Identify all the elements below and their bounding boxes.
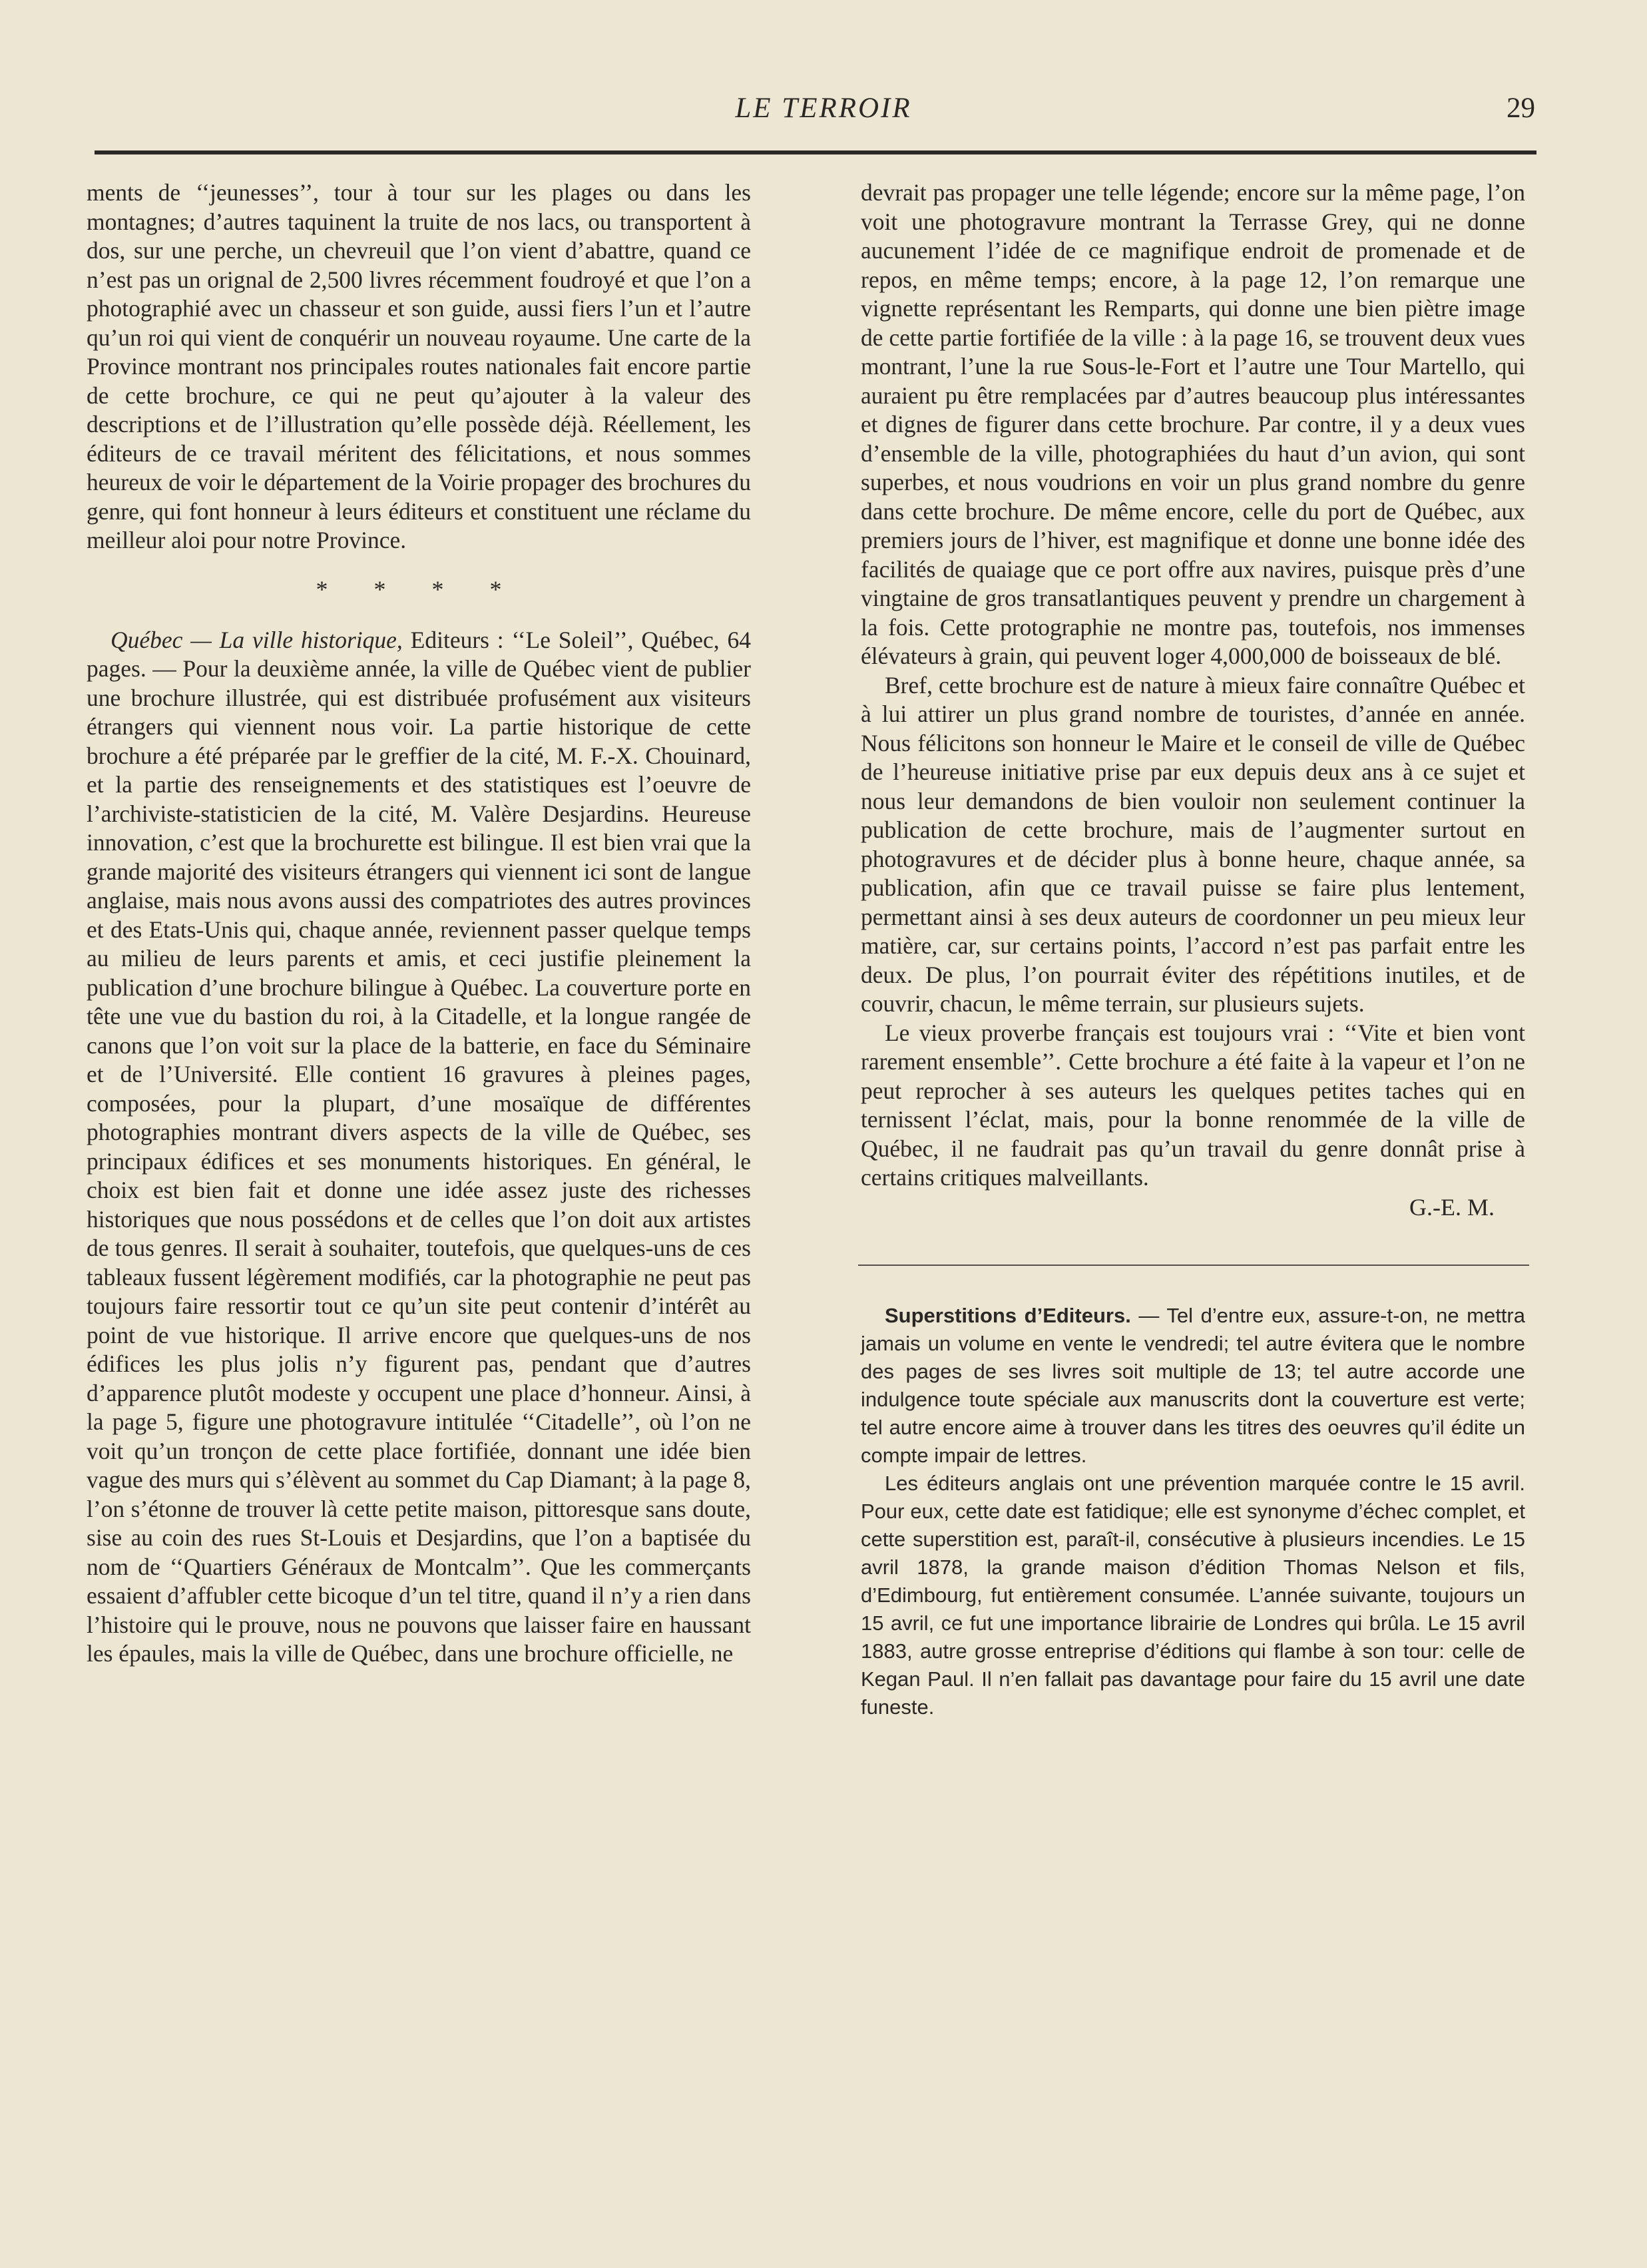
note-paragraph	[861, 1302, 1525, 1470]
proverb-paragraph: Le vieux proverbe français est toujours vrai : ‘‘Vite et bien vont rarement ensemble’’. Cette brochure a été faite à la vapeur et l’on ne peut reprocher à ses auteurs les quelques petites taches qui en ternissent l’éclat, mais, pour la bonne renommée de la ville de Québec, il ne faudrait pas qu’un travail du genre donnât prise à certains critiques malveillants.	[861, 1019, 1525, 1191]
right-column	[861, 178, 1525, 1721]
continued-paragraph: ments de ‘‘jeunesses’’, tour à tour sur les plages ou dans les montagnes; d’autres taquinent la truite de nos lacs, ou transportent à dos, sur une perche, un chevreuil que l’on vient d’abattre, quand ce n’est pas un orignal de 2,500 livres récemment foudroyé et que l’on a photographié avec un chasseur et son guide, aussi fiers l’un et l’autre qu’un roi qui vient de conquérir un nouveau royaume. Une carte de la Province montrant nos principales routes nationales fait encore partie de cette brochure, ce qui ne peut qu’ajouter à la valeur des descriptions et de l’illustration qu’elle possède déjà. Réellement, les éditeurs de ce travail méritent des félicitations, et nous sommes heureux de voir le département de la Voirie propager des brochures du genre, qui font honneur à leurs éditeurs et constituent une réclame du meilleur aloi pour notre Province.	[87, 179, 751, 553]
page-number: 29	[1507, 93, 1535, 124]
left-column	[87, 178, 751, 1669]
author-signature: G.-E. M.	[1409, 1193, 1495, 1221]
review-paragraph	[87, 626, 751, 1669]
running-header-title: LE TERROIR	[735, 93, 912, 124]
review-body: Editeurs : ‘‘Le Soleil’’, Québec, 64 pages. — Pour la deuxième année, la ville de Québec vient de publier une brochure illustrée, qui est distribuée profusément aux visiteurs étrangers qui viennent nous voir. La partie historique de cette brochure a été préparée par le greffier de la cité, M. F.-X. Chouinard, et la partie des renseignements et des statistiques est l’oeuvre de l’archiviste-statisticien de la cité, M. Valère Desjardins. Heureuse innovation, c’est que la brochurette est bilingue. Il est bien vrai que la grande majorité des visiteurs étrangers qui viennent ici sont de langue anglaise, mais nous avons aussi des compatriotes des autres provinces et des Etats-Unis qui, chaque année, reviennent passer quelque temps au milieu de leurs parents et amis, et ceci justifie pleinement la publication d’une brochure bilingue à Québec. La couverture porte en tête une vue du bastion du roi, à la Citadelle, et la longue rangée de canons que l’on voit sur la place de la batterie, en face du Séminaire et de l’Université. Elle contient 16 gravures à pleines pages, composées, pour la plupart, d’une mosaïque de différentes photographies montrant divers aspects de la ville de Québec, ses principaux édifices et ses monuments historiques. En général, le choix est bien fait et donne une idée assez juste des richesses historiques que nous possédons et de celles que l’on doit aux artistes de tous genres. Il serait à souhaiter, toutefois, que quelques-uns de ces tableaux fussent légèrement modifiés, car la photographie ne peut pas toujours faire ressortir tout ce qu’un site peut contenir d’intérêt au point de vue historique. Il arrive encore que quelques-uns de nos édifices les plus jolis n’y figurent pas, pendant que d’autres d’apparence plutôt modeste y occupent une place d’honneur. Ainsi, à la page 5, figure une photogravure intitulée ‘‘Citadelle’’, où l’on ne voit qu’un tronçon de cette place fortifiée, donnant une idée bien vague des murs qui s’élèvent au sommet du Cap Diamant; à la page 8, l’on s’étonne de trouver là cette petite maison, pittoresque sans doute, sise au coin des rues St-Louis et Desjardins, que l’on a baptisée du nom de ‘‘Quartiers Généraux de Montcalm’’. Que les commerçants essaient d’affubler cette bicoque d’un tel titre, quand il n’y a rien dans l’histoire qui le prouve, nous ne pouvons que laisser faire en haussant les épaules, mais la ville de Québec, dans une brochure officielle, ne	[87, 626, 752, 1667]
conclusion-paragraph: Bref, cette brochure est de nature à mieux faire connaître Québec et à lui attirer un plus grand nombre de touristes, d’année en année. Nous félicitons son honneur le Maire et le conseil de ville de Québec de l’heureuse initiative prise par eux depuis deux ans à ce sujet et nous leur demandons de bien vouloir non seulement continuer la publication de cette brochure, mais de l’augmenter surtout en photogravures et de décider plus à bonne heure, chaque année, sa publication, afin que ce travail puisse se faire plus lentement, permettant ainsi à ses deux auteurs de coordonner un peu mieux leur matière, car, sur certains points, l’accord n’est pas parfait entre les deux. De plus, l’on pourrait éviter des répétitions inutiles, et de couvrir, chacun, le même terrain, sur plusieurs sujets.	[861, 671, 1525, 1017]
note-body: — Tel d’entre eux, assure-t-on, ne mettra jamais un volume en vente le vendredi; tel autre évitera que le nombre des pages de ses livres soit multiple de 13; tel autre accorde une indulgence toute spéciale aux manuscrits dont la couverture est verte; tel autre encore aime à trouver dans les titres des oeuvres qu’il édite un compte impair de lettres.	[861, 1303, 1525, 1467]
section-divider	[858, 1265, 1529, 1266]
note-title: Superstitions d’Editeurs.	[885, 1303, 1131, 1327]
header-rule	[95, 150, 1536, 154]
continued-paragraph: devrait pas propager une telle légende; encore sur la même page, l’on voit une photogravure montrant la Terrasse Grey, qui ne donne aucunement l’idée de ce magnifique endroit de promenade et de repos, en même temps; encore, à la page 12, l’on remarque une vignette représentant les Remparts, qui donne une bien piètre image de cette partie fortifiée de la ville : à la page 16, se trouvent deux vues montrant, l’une la rue Sous-le-Fort et l’autre une Tour Martello, qui auraient pu être remplacées par d’autres beaucoup plus intéressantes et dignes de figurer dans cette brochure. Par contre, il y a deux vues d’ensemble de la ville, photographiées du haut d’un avion, qui sont superbes, et nous voudrions en voir un plus grand nombre du genre dans cette brochure. De même encore, celle du port de Québec, aux premiers jours de l’hiver, est magnifique et donne une bonne idée des facilités de quaiage que ce port offre aux navires, puisque près d’une vingtaine de gros transatlantiques peuvent y prendre un chargement à la fois. Cette protographie ne montre pas, toutefois, nos immenses élévateurs à grain, qui peuvent loger 4,000,000 de boisseaux de blé.	[861, 179, 1525, 669]
review-title: Québec — La ville historique,	[111, 626, 403, 653]
note-paragraph-2: Les éditeurs anglais ont une prévention marquée contre le 15 avril. Pour eux, cette date est fatidique; elle est synonyme d’échec complet, et cette superstition est, paraît-il, consécutive à plusieurs incendies. Le 15 avril 1878, la grande maison d’édition Thomas Nelson et fils, d’Edimbourg, fut entièrement consumée. L’année suivante, toujours un 15 avril, ce fut une importance librairie de Londres qui brûla. Le 15 avril 1883, autre grosse entreprise d’éditions qui flambe à son tour: celle de Kegan Paul. Il n’en fallait pas davantage pour faire du 15 avril une date funeste.	[861, 1471, 1525, 1719]
section-separator: * * * *	[316, 575, 522, 603]
